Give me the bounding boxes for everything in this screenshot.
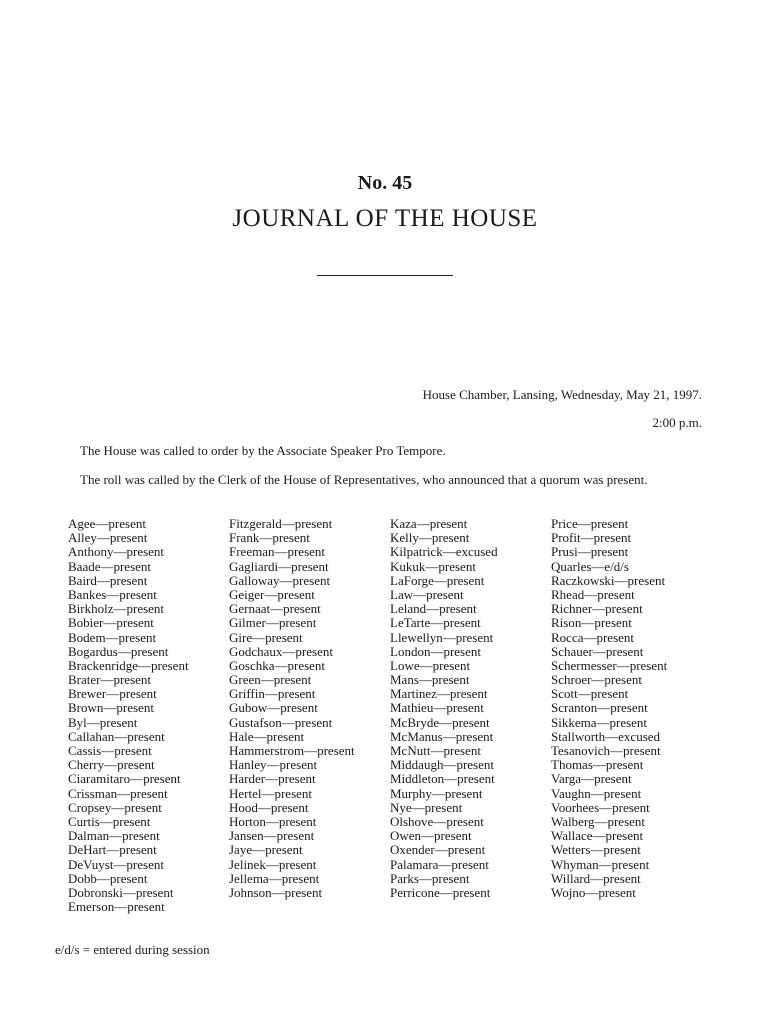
- roll-call-entry: Prusi—present: [551, 544, 629, 560]
- roll-call-entry: Bankes—present: [68, 586, 157, 602]
- roll-call-entry: Bobier—present: [68, 615, 154, 631]
- roll-call-entry: Horton—present: [229, 813, 317, 829]
- roll-call-entry: McNutt—present: [390, 743, 481, 758]
- roll-call-entry: Goschka—present: [229, 657, 326, 673]
- roll-call-column: [390, 517, 498, 900]
- roll-call-entry: Jellema—present: [229, 870, 320, 886]
- roll-call-entry: Kelly—present: [390, 530, 470, 546]
- roll-call-entry: Hertel—present: [229, 785, 313, 801]
- roll-call-entry: Cherry—present: [68, 757, 155, 773]
- roll-call-entry: Mathieu—present: [390, 700, 484, 716]
- roll-call-entry: Middaugh—present: [390, 757, 494, 773]
- roll-call-entry: Kilpatrick—excused: [390, 544, 498, 560]
- roll-call-entry: Geiger—present: [229, 586, 315, 602]
- roll-call-entry: LeTarte—present: [390, 615, 481, 631]
- roll-call-entry: Crissman—present: [68, 785, 168, 801]
- roll-call-entry: Green—present: [229, 672, 312, 688]
- roll-call-entry: Griffin—present: [229, 686, 316, 702]
- roll-call-entry: Harder—present: [229, 771, 316, 787]
- roll-call-entry: Cropsey—present: [68, 799, 162, 815]
- roll-call-entry: Hood—present: [229, 799, 309, 815]
- roll-call-entry: Bogardus—present: [68, 643, 169, 659]
- roll-call-entry: Nye—present: [390, 799, 463, 815]
- roll-call-entry: Ciaramitaro—present: [68, 771, 181, 787]
- roll-call-entry: Sikkema—present: [551, 714, 648, 730]
- roll-call-entry: Agee—present: [68, 516, 146, 531]
- roll-call-entry: Dobb—present: [68, 870, 148, 886]
- roll-call-entry: Wetters—present: [551, 842, 641, 858]
- roll-call-entry: Jaye—present: [229, 842, 303, 858]
- roll-call-entry: Rison—present: [551, 615, 632, 631]
- roll-call-entry: Schauer—present: [551, 643, 644, 659]
- roll-call-entry: Gustafson—present: [229, 714, 333, 730]
- roll-call-entry: Dalman—present: [68, 828, 160, 844]
- roll-call-entry: Tesanovich—present: [551, 743, 661, 758]
- roll-call-entry: Hammerstrom—present: [229, 743, 355, 758]
- roll-call-entry: Bodem—present: [68, 629, 157, 645]
- roll-call-entry: Price—present: [551, 516, 629, 531]
- roll-call-entry: Varga—present: [551, 771, 632, 787]
- roll-call-entry: Fitzgerald—present: [229, 516, 333, 531]
- roll-call-entry: Galloway—present: [229, 572, 331, 588]
- roll-call-entry: Raczkowski—present: [551, 572, 666, 588]
- roll-call-entry: Law—present: [390, 586, 464, 602]
- roll-call-entry: Perricone—present: [390, 884, 491, 900]
- call-to-order-paragraph: The House was called to order by the Associate Speaker Pro Tempore.: [80, 443, 446, 458]
- roll-call-entry: Jansen—present: [229, 828, 315, 844]
- roll-call-entry: Thomas—present: [551, 757, 644, 773]
- roll-call-entry: Jelinek—present: [229, 856, 317, 872]
- session-time: 2:00 p.m.: [652, 415, 702, 430]
- roll-call-entry: Voorhees—present: [551, 799, 650, 815]
- roll-call-entry: Gagliardi—present: [229, 558, 329, 574]
- roll-call-entry: Gubow—present: [229, 700, 318, 716]
- roll-call-entry: Byl—present: [68, 714, 138, 730]
- roll-call-entry: Leland—present: [390, 601, 477, 617]
- roll-call-entry: Callahan—present: [68, 728, 165, 744]
- roll-call-entry: Rhead—present: [551, 586, 635, 602]
- roll-call-entry: Oxender—present: [390, 842, 486, 858]
- roll-call-entry: Gilmer—present: [229, 615, 317, 631]
- roll-call-entry: Emerson—present: [68, 899, 165, 915]
- roll-call-entry: Wojno—present: [551, 884, 636, 900]
- roll-call-entry: Curtis—present: [68, 813, 151, 829]
- roll-call-entry: Gire—present: [229, 629, 303, 645]
- roll-call-entry: Gernaat—present: [229, 601, 321, 617]
- roll-call-entry: Scott—present: [551, 686, 629, 702]
- roll-call-entry: Murphy—present: [390, 785, 483, 801]
- roll-call-entry: Vaughn—present: [551, 785, 642, 801]
- roll-call-entry: DeHart—present: [68, 842, 157, 858]
- roll-call-entry: McManus—present: [390, 728, 494, 744]
- roll-call-entry: Richner—present: [551, 601, 643, 617]
- roll-call-entry: Palamara—present: [390, 856, 489, 872]
- roll-call-column: [551, 517, 667, 900]
- roll-call-entry: Llewellyn—present: [390, 629, 494, 645]
- roll-call-entry: Scranton—present: [551, 700, 648, 716]
- roll-call-entry: Brewer—present: [68, 686, 157, 702]
- roll-call-entry: Brackenridge—present: [68, 657, 189, 673]
- roll-call-entry: Stallworth—excused: [551, 728, 661, 744]
- roll-call-paragraph: The roll was called by the Clerk of the House of Representatives, who announced that a quorum was present.: [80, 472, 648, 487]
- roll-call-column: [229, 517, 355, 900]
- roll-call-entry: Lowe—present: [390, 657, 471, 673]
- roll-call-entry: Kaza—present: [390, 516, 468, 531]
- roll-call-entry: Alley—present: [68, 530, 148, 546]
- roll-call-entry: Kukuk—present: [390, 558, 476, 574]
- roll-call-entry: Baade—present: [68, 558, 152, 574]
- dateline: House Chamber, Lansing, Wednesday, May 21, 1997.: [422, 387, 702, 402]
- roll-call-entry: Brater—present: [68, 672, 152, 688]
- roll-call-entry: London—present: [390, 643, 481, 659]
- roll-call-entry: Martinez—present: [390, 686, 488, 702]
- title-rule: [317, 275, 453, 276]
- roll-call-entry: Walberg—present: [551, 813, 646, 829]
- roll-call-entry: Johnson—present: [229, 884, 323, 900]
- roll-call-entry: Owen—present: [390, 828, 472, 844]
- roll-call-entry: Baird—present: [68, 572, 148, 588]
- roll-call-entry: Olshove—present: [390, 813, 484, 829]
- roll-call-entry: Schermesser—present: [551, 657, 668, 673]
- roll-call-entry: Godchaux—present: [229, 643, 333, 659]
- roll-call-entry: Profit—present: [551, 530, 632, 546]
- roll-call-entry: Dobronski—present: [68, 884, 174, 900]
- roll-call-entry: Schroer—present: [551, 672, 642, 688]
- roll-call-entry: Parks—present: [390, 870, 470, 886]
- roll-call-entry: Hanley—present: [229, 757, 318, 773]
- roll-call-entry: Brown—present: [68, 700, 154, 716]
- roll-call-entry: LaForge—present: [390, 572, 485, 588]
- roll-call-entry: DeVuyst—present: [68, 856, 164, 872]
- journal-number: No. 45: [357, 172, 413, 194]
- roll-call-entry: Mans—present: [390, 672, 470, 688]
- journal-title: JOURNAL OF THE HOUSE: [232, 205, 538, 232]
- roll-call-entry: Cassis—present: [68, 743, 152, 758]
- roll-call-entry: Wallace—present: [551, 828, 644, 844]
- roll-call-entry: McBryde—present: [390, 714, 490, 730]
- roll-call-entry: Whyman—present: [551, 856, 650, 872]
- roll-call-entry: Willard—present: [551, 870, 641, 886]
- roll-call-entry: Frank—present: [229, 530, 310, 546]
- roll-call-entry: Freeman—present: [229, 544, 326, 560]
- roll-call-column: [68, 517, 189, 914]
- roll-call-entry: Birkholz—present: [68, 601, 165, 617]
- roll-call-entry: Quarles—e/d/s: [551, 558, 629, 574]
- roll-call-entry: Rocca—present: [551, 629, 635, 645]
- roll-call-entry: Anthony—present: [68, 544, 165, 560]
- footnote: e/d/s = entered during session: [55, 942, 210, 957]
- roll-call-entry: Middleton—present: [390, 771, 495, 787]
- roll-call-entry: Hale—present: [229, 728, 305, 744]
